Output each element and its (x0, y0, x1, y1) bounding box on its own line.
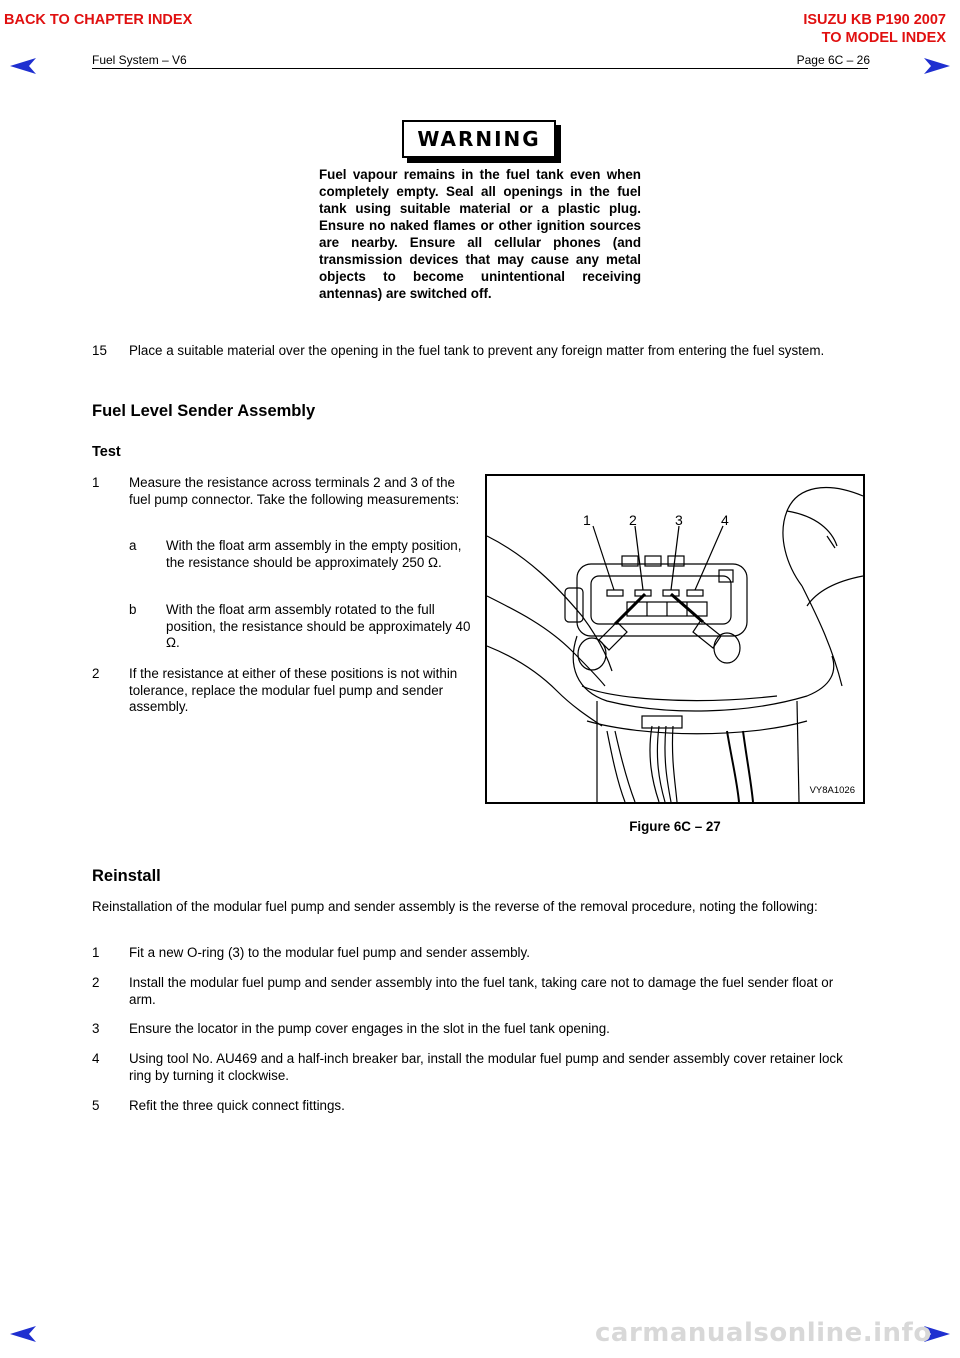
step-number: 3 (92, 1021, 100, 1036)
step-number: 1 (92, 475, 100, 490)
callout-2: 2 (629, 512, 637, 528)
step-number: 2 (92, 975, 100, 990)
step-text: Place a suitable material over the opening in the fuel tank to prevent any foreign matter from entering the fuel system. (129, 343, 825, 358)
section-name: Fuel System – V6 (92, 53, 187, 67)
figure-caption: Figure 6C – 27 (629, 819, 721, 834)
warning-label: WARNING (402, 120, 556, 158)
reinstall-title: Reinstall (92, 867, 161, 885)
site-watermark: carmanualsonline.info (595, 1318, 932, 1348)
figure-code: VY8A1026 (809, 785, 855, 796)
step-text: Ensure the locator in the pump cover engages in the slot in the fuel tank opening. (129, 1021, 610, 1036)
callout-1: 1 (583, 512, 591, 528)
to-model-index-link[interactable]: TO MODEL INDEX (821, 30, 946, 46)
step-number: 5 (92, 1098, 100, 1113)
step-number: a (129, 538, 137, 553)
test-title: Test (92, 444, 121, 460)
step-text: Refit the three quick connect fittings. (129, 1098, 345, 1113)
step-number: 2 (92, 666, 100, 681)
previous-page-arrow-icon[interactable] (10, 58, 36, 74)
callout-4: 4 (721, 512, 729, 528)
previous-page-arrow-icon[interactable] (10, 1326, 36, 1342)
step-text: Fit a new O-ring (3) to the modular fuel pump and sender assembly. (129, 945, 530, 960)
step-number: 15 (92, 343, 107, 358)
step-text: Using tool No. AU469 and a half-inch breaker bar, install the modular fuel pump and sender assembly cover retainer lock ring by turning it clockwise. (129, 1051, 843, 1083)
page-number: Page 6C – 26 (796, 53, 870, 67)
step-text: With the float arm assembly rotated to the full position, the resistance should be approximately 40 Ω. (166, 602, 471, 650)
step-text: Install the modular fuel pump and sender assembly into the fuel tank, taking care not to damage the fuel sender float or arm. (129, 975, 834, 1007)
header-rule (92, 68, 868, 69)
section-title: Fuel Level Sender Assembly (92, 402, 316, 420)
step-number: 4 (92, 1051, 100, 1066)
step-number: b (129, 602, 137, 617)
back-to-chapter-index-link[interactable]: BACK TO CHAPTER INDEX (4, 12, 193, 28)
callout-3: 3 (675, 512, 683, 528)
connector-illustration (485, 474, 865, 804)
warning-text: Fuel vapour remains in the fuel tank even when completely empty. Seal all openings in the fuel tank using suitable material or a plastic plug. Ensure no naked flames or other ignition sources are nearby. Ensure all cellular phones (and transmission devices that may cause any metal objects to become unintentional receiving antennas) are switched off. (319, 167, 641, 301)
step-text: If the resistance at either of these positions is not within tolerance, replace the modular fuel pump and sender assembly. (129, 666, 458, 714)
reinstall-intro: Reinstallation of the modular fuel pump and sender assembly is the reverse of the removal procedure, noting the following: (92, 899, 818, 914)
next-page-arrow-icon[interactable] (924, 58, 950, 74)
step-number: 1 (92, 945, 100, 960)
step-text: With the float arm assembly in the empty position, the resistance should be approximately 250 Ω. (166, 538, 462, 570)
model-title-link[interactable]: ISUZU KB P190 2007 (803, 12, 946, 28)
step-text: Measure the resistance across terminals 2 and 3 of the fuel pump connector. Take the following measurements: (129, 475, 460, 507)
